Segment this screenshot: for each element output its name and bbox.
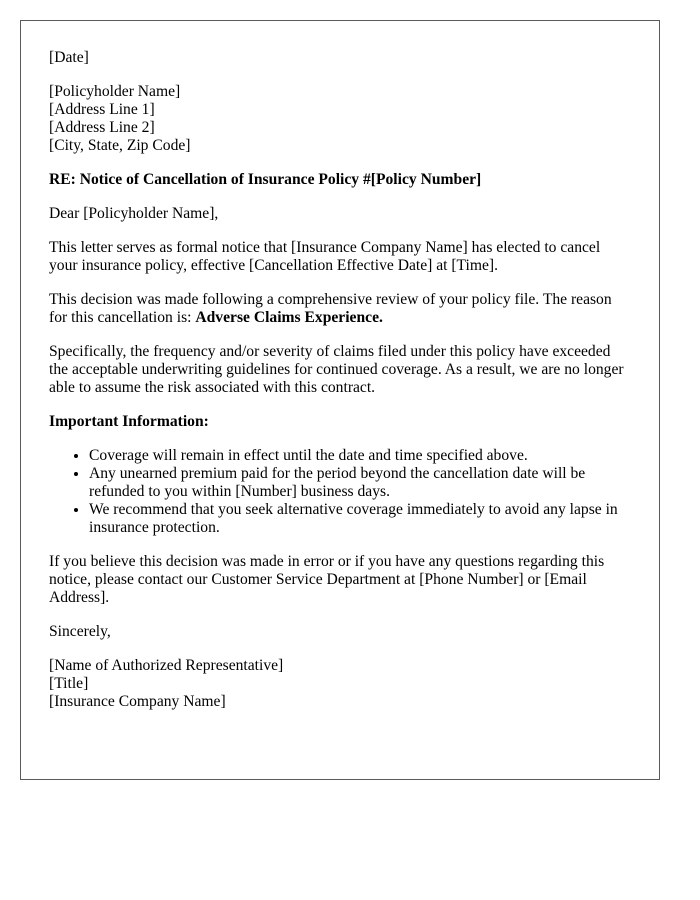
recipient-address <box>49 83 631 155</box>
list-item: • Any unearned premium paid for the period beyond the cancellation date will be refunded to you within [Number] business days. <box>89 465 631 501</box>
cancellation-letter <box>20 20 660 780</box>
signature-name: [Name of Authorized Representative] <box>49 657 284 674</box>
important-information-heading: Important Information: <box>49 413 209 430</box>
recipient-city-state-zip: [City, State, Zip Code] <box>49 137 191 154</box>
letter-salutation: Dear [Policyholder Name], <box>49 205 219 222</box>
letter-closing: Sincerely, <box>49 623 111 640</box>
paragraph-notice: This letter serves as formal notice that [Insurance Company Name] has elected to cancel your insurance policy, effective [Cancellation Effective Date] at [Time]. <box>49 239 601 274</box>
letter-date: [Date] <box>49 49 89 66</box>
recipient-name: [Policyholder Name] <box>49 83 181 100</box>
paragraph-reason <box>49 291 631 327</box>
signature-block <box>49 657 631 711</box>
paragraph-reason-text: This decision was made following a comprehensive review of your policy file. The reason for this cancellation is: <box>49 291 612 326</box>
recipient-address-line-1: [Address Line 1] <box>49 101 155 118</box>
recipient-address-line-2: [Address Line 2] <box>49 119 155 136</box>
signature-company: [Insurance Company Name] <box>49 693 226 710</box>
cancellation-reason: Adverse Claims Experience. <box>195 309 383 326</box>
letter-subject: RE: Notice of Cancellation of Insurance Policy #[Policy Number] <box>49 171 482 188</box>
list-item: • Coverage will remain in effect until the date and time specified above. <box>89 447 631 465</box>
signature-title: [Title] <box>49 675 89 692</box>
list-item: • We recommend that you seek alternative coverage immediately to avoid any lapse in insurance protection. <box>89 501 631 537</box>
paragraph-details: Specifically, the frequency and/or severity of claims filed under this policy have exceeded the acceptable underwriting guidelines for continued coverage. As a result, we are no longer able to assume the risk associated with this contract. <box>49 343 624 396</box>
paragraph-contact: If you believe this decision was made in error or if you have any questions regarding this notice, please contact our Customer Service Department at [Phone Number] or [Email Address]. <box>49 553 605 606</box>
important-information-list <box>49 447 631 537</box>
